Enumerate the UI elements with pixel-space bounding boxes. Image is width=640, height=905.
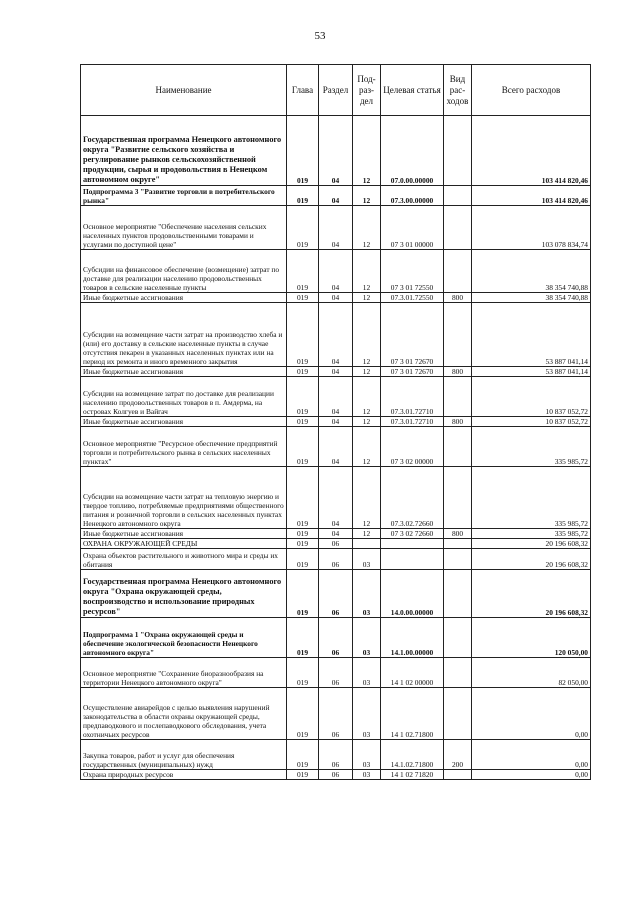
row-name-cell: Иные бюджетные ассигнования <box>81 293 287 303</box>
table-row <box>81 467 591 529</box>
table-row <box>81 116 591 186</box>
row-section-cell: 04 <box>319 529 353 539</box>
row-subsection-cell: 12 <box>353 427 381 467</box>
row-name-cell: Государственная программа Ненецкого автономного округа "Охрана окружающей среды, воспроизводство и использование природных ресурсов" <box>81 570 287 618</box>
row-chapter-cell: 019 <box>287 570 319 618</box>
row-target-cell: 14.1.00.00000 <box>381 618 444 658</box>
row-total-cell: 103 414 820,46 <box>472 186 591 206</box>
row-target-cell: 07 3 01 72670 <box>381 303 444 367</box>
row-chapter-cell: 019 <box>287 467 319 529</box>
row-chapter-cell: 019 <box>287 367 319 377</box>
header-subsection: Под-раз-дел <box>353 65 381 116</box>
table-row <box>81 427 591 467</box>
row-section-cell: 06 <box>319 539 353 549</box>
table-row <box>81 770 591 780</box>
row-name-cell: Охрана природных ресурсов <box>81 770 287 780</box>
row-expense-type-cell <box>444 570 472 618</box>
row-name-cell: Основное мероприятие "Сохранение биоразнообразия на территории Ненецкого автономного округа" <box>81 658 287 688</box>
row-chapter-cell: 019 <box>287 186 319 206</box>
row-expense-type-cell <box>444 618 472 658</box>
row-subsection-cell: 12 <box>353 417 381 427</box>
row-expense-type-cell <box>444 467 472 529</box>
table-row <box>81 618 591 658</box>
row-target-cell: 14 1 02.71800 <box>381 688 444 740</box>
row-name-cell: Осуществление авиарейдов с целью выявления нарушений законодательства в области охраны окружающей среды, предпаводкового и послепаводкового обследования, учета охотничьих ресурсов <box>81 688 287 740</box>
row-section-cell: 04 <box>319 427 353 467</box>
table-row <box>81 186 591 206</box>
row-chapter-cell: 019 <box>287 618 319 658</box>
row-total-cell: 10 837 052,72 <box>472 417 591 427</box>
row-expense-type-cell <box>444 186 472 206</box>
row-chapter-cell: 019 <box>287 658 319 688</box>
row-section-cell: 04 <box>319 417 353 427</box>
row-expense-type-cell <box>444 116 472 186</box>
table-row <box>81 740 591 770</box>
row-expense-type-cell: 800 <box>444 367 472 377</box>
row-subsection-cell: 03 <box>353 658 381 688</box>
table-row <box>81 367 591 377</box>
row-name-cell: Субсидии на финансовое обеспечение (возмещение) затрат по доставке для реализации населению продовольственных товаров в сельские населенные пункты <box>81 250 287 293</box>
row-section-cell: 04 <box>319 293 353 303</box>
row-target-cell: 07.3.01.72550 <box>381 293 444 303</box>
row-chapter-cell: 019 <box>287 250 319 293</box>
row-target-cell: 07.3.01.72710 <box>381 417 444 427</box>
row-total-cell: 335 985,72 <box>472 529 591 539</box>
row-name-cell: Субсидии на возмещение части затрат на тепловую энергию и твердое топливо, потребляемые предприятиями общественного питания и розничной торговли в сельских населенных пунктах Ненецкого автономного округа <box>81 467 287 529</box>
table-row <box>81 658 591 688</box>
table-row <box>81 570 591 618</box>
header-total: Всего расходов <box>472 65 591 116</box>
row-total-cell: 53 887 041,14 <box>472 367 591 377</box>
row-section-cell: 04 <box>319 303 353 367</box>
row-name-cell: Подпрограмма 1 "Охрана окружающей среды и обеспечение экологической безопасности Ненецкого автономного округа" <box>81 618 287 658</box>
row-name-cell: Подпрограмма 3 "Развитие торговли в потребительского рынка" <box>81 186 287 206</box>
row-total-cell: 0,00 <box>472 688 591 740</box>
row-subsection-cell <box>353 539 381 549</box>
row-subsection-cell: 03 <box>353 770 381 780</box>
row-expense-type-cell <box>444 303 472 367</box>
budget-table <box>80 64 591 780</box>
row-total-cell: 120 050,00 <box>472 618 591 658</box>
row-expense-type-cell: 800 <box>444 417 472 427</box>
table-row <box>81 377 591 417</box>
row-name-cell: Субсидии на возмещение затрат по доставке для реализации населению продовольственных товаров в п. Амдерма, на островах Колгуев и Вайгач <box>81 377 287 417</box>
row-section-cell: 04 <box>319 367 353 377</box>
row-subsection-cell: 03 <box>353 688 381 740</box>
row-target-cell: 14 1 02 00000 <box>381 658 444 688</box>
row-expense-type-cell <box>444 427 472 467</box>
header-expense-type: Вид рас-ходов <box>444 65 472 116</box>
row-name-cell: Основное мероприятие "Обеспечение населения сельских населенных пунктов продовольственными товарами и услугами по доступной цене" <box>81 206 287 250</box>
row-total-cell: 0,00 <box>472 740 591 770</box>
row-chapter-cell: 019 <box>287 116 319 186</box>
row-name-cell: Иные бюджетные ассигнования <box>81 529 287 539</box>
row-subsection-cell: 03 <box>353 740 381 770</box>
row-chapter-cell: 019 <box>287 529 319 539</box>
row-section-cell: 04 <box>319 250 353 293</box>
row-subsection-cell: 12 <box>353 529 381 539</box>
row-name-cell: Государственная программа Ненецкого автономного округа "Развитие сельского хозяйства и регулирование рынков сельскохозяйственной продукции, сырья и продовольствия в Ненецком автономном округе" <box>81 116 287 186</box>
row-subsection-cell: 12 <box>353 293 381 303</box>
row-subsection-cell: 12 <box>353 467 381 529</box>
row-target-cell: 07 3 02 00000 <box>381 427 444 467</box>
row-total-cell: 20 196 608,32 <box>472 539 591 549</box>
row-chapter-cell: 019 <box>287 688 319 740</box>
row-target-cell: 07.3.01.72710 <box>381 377 444 417</box>
row-chapter-cell: 019 <box>287 549 319 570</box>
row-name-cell: Закупка товаров, работ и услуг для обеспечения государственных (муниципальных) нужд <box>81 740 287 770</box>
row-name-cell: Субсидии на возмещение части затрат на производство хлеба и (или) его доставку в сельские населенные пункты в случае отсутствия пекарен в указанных населенных пунктах или на период их ремонта и иного временного закрытия <box>81 303 287 367</box>
row-total-cell: 335 985,72 <box>472 467 591 529</box>
table-row <box>81 293 591 303</box>
row-target-cell: 07.0.00.00000 <box>381 116 444 186</box>
row-section-cell: 06 <box>319 570 353 618</box>
row-subsection-cell: 03 <box>353 618 381 658</box>
row-name-cell: Иные бюджетные ассигнования <box>81 367 287 377</box>
table-header-row <box>81 65 591 116</box>
row-expense-type-cell <box>444 539 472 549</box>
row-total-cell: 103 414 820,46 <box>472 116 591 186</box>
row-section-cell: 04 <box>319 467 353 529</box>
row-total-cell: 20 196 608,32 <box>472 549 591 570</box>
row-expense-type-cell: 800 <box>444 293 472 303</box>
row-expense-type-cell: 200 <box>444 740 472 770</box>
row-subsection-cell: 12 <box>353 186 381 206</box>
row-section-cell: 04 <box>319 206 353 250</box>
row-total-cell: 10 837 052,72 <box>472 377 591 417</box>
row-chapter-cell: 019 <box>287 417 319 427</box>
row-name-cell: Основное мероприятие "Ресурсное обеспечение предприятий торговли и потребительского рынка в сельских населенных пунктах" <box>81 427 287 467</box>
row-section-cell: 06 <box>319 770 353 780</box>
page-number: 53 <box>314 30 326 42</box>
row-subsection-cell: 12 <box>353 250 381 293</box>
row-expense-type-cell <box>444 549 472 570</box>
table-row <box>81 539 591 549</box>
table-row <box>81 417 591 427</box>
row-section-cell: 04 <box>319 116 353 186</box>
row-target-cell <box>381 539 444 549</box>
row-section-cell: 04 <box>319 377 353 417</box>
table-row <box>81 250 591 293</box>
row-chapter-cell: 019 <box>287 740 319 770</box>
row-expense-type-cell <box>444 770 472 780</box>
row-subsection-cell: 12 <box>353 367 381 377</box>
row-target-cell: 07.3.02.72660 <box>381 467 444 529</box>
row-subsection-cell: 12 <box>353 206 381 250</box>
table-row <box>81 529 591 539</box>
row-subsection-cell: 03 <box>353 549 381 570</box>
row-name-cell: Охрана объектов растительного и животного мира и среды их обитания <box>81 549 287 570</box>
row-target-cell: 07 3 01 72550 <box>381 250 444 293</box>
table-row <box>81 688 591 740</box>
row-chapter-cell: 019 <box>287 770 319 780</box>
row-total-cell: 53 887 041,14 <box>472 303 591 367</box>
header-name: Наименование <box>81 65 287 116</box>
row-target-cell: 07.3.00.00000 <box>381 186 444 206</box>
row-total-cell: 335 985,72 <box>472 427 591 467</box>
row-chapter-cell: 019 <box>287 377 319 417</box>
row-chapter-cell: 019 <box>287 427 319 467</box>
row-total-cell: 20 196 608,32 <box>472 570 591 618</box>
row-section-cell: 06 <box>319 549 353 570</box>
row-name-cell: Иные бюджетные ассигнования <box>81 417 287 427</box>
table-row <box>81 549 591 570</box>
row-chapter-cell: 019 <box>287 293 319 303</box>
row-chapter-cell: 019 <box>287 303 319 367</box>
row-target-cell: 07 3 01 00000 <box>381 206 444 250</box>
row-section-cell: 06 <box>319 658 353 688</box>
row-target-cell <box>381 549 444 570</box>
row-total-cell: 38 354 740,88 <box>472 250 591 293</box>
row-target-cell: 07 3 02 72660 <box>381 529 444 539</box>
header-section: Раздел <box>319 65 353 116</box>
row-target-cell: 14.1.02.71800 <box>381 740 444 770</box>
row-target-cell: 14.0.00.00000 <box>381 570 444 618</box>
row-expense-type-cell <box>444 250 472 293</box>
row-target-cell: 14 1 02 71820 <box>381 770 444 780</box>
row-subsection-cell: 12 <box>353 377 381 417</box>
row-chapter-cell: 019 <box>287 539 319 549</box>
row-total-cell: 0,00 <box>472 770 591 780</box>
row-expense-type-cell <box>444 377 472 417</box>
header-chapter: Глава <box>287 65 319 116</box>
row-name-cell: ОХРАНА ОКРУЖАЮЩЕЙ СРЕДЫ <box>81 539 287 549</box>
row-section-cell: 06 <box>319 740 353 770</box>
row-subsection-cell: 03 <box>353 570 381 618</box>
header-target: Целевая статья <box>381 65 444 116</box>
row-total-cell: 103 078 834,74 <box>472 206 591 250</box>
row-subsection-cell: 12 <box>353 303 381 367</box>
row-expense-type-cell <box>444 206 472 250</box>
row-section-cell: 06 <box>319 688 353 740</box>
row-chapter-cell: 019 <box>287 206 319 250</box>
table-row <box>81 303 591 367</box>
row-expense-type-cell: 800 <box>444 529 472 539</box>
row-target-cell: 07 3 01 72670 <box>381 367 444 377</box>
row-total-cell: 82 050,00 <box>472 658 591 688</box>
row-total-cell: 38 354 740,88 <box>472 293 591 303</box>
row-expense-type-cell <box>444 688 472 740</box>
row-subsection-cell: 12 <box>353 116 381 186</box>
row-expense-type-cell <box>444 658 472 688</box>
row-section-cell: 04 <box>319 186 353 206</box>
row-section-cell: 06 <box>319 618 353 658</box>
table-row <box>81 206 591 250</box>
